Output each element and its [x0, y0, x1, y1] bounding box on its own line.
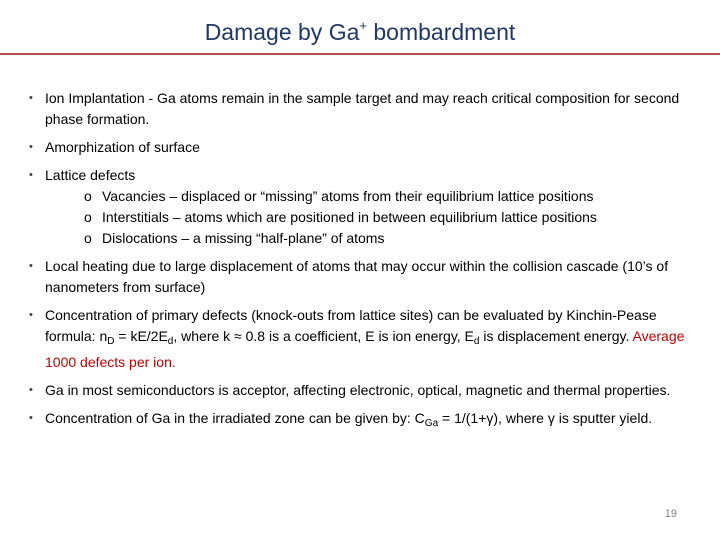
bullet-text: Concentration of Ga in the irradiated zone can be given by: C	[45, 410, 425, 426]
subscript: d	[473, 336, 480, 347]
sub-list	[45, 186, 694, 249]
title-text: Damage by Ga	[204, 19, 360, 45]
bullet-text: is displacement energy.	[479, 328, 633, 344]
bullet-local-heating	[26, 256, 694, 298]
bullet-icon: •	[29, 309, 33, 321]
bullet-ga-concentration	[26, 408, 694, 434]
bullet-ion-implantation	[26, 88, 694, 130]
title-divider	[0, 53, 720, 55]
sub-bullet-icon: o	[84, 230, 92, 246]
title-text-end: bombardment	[366, 19, 516, 45]
subscript: D	[107, 336, 115, 347]
sub-item-text: Dislocations – a missing “half-plane” of atoms	[102, 230, 385, 246]
sub-item-interstitials	[65, 207, 694, 228]
subscript: d	[167, 336, 174, 347]
sub-item-dislocations	[65, 228, 694, 249]
highlight-text: Average 1000 defects per ion.	[45, 328, 685, 370]
bullet-text: = 1/(1+γ), where γ is sputter yield.	[438, 410, 653, 426]
bullet-icon: •	[29, 141, 33, 153]
sub-bullet-icon: o	[84, 209, 92, 225]
bullet-icon: •	[29, 260, 33, 272]
sub-item-text: Interstitials – atoms which are positioned in between equilibrium lattice positions	[102, 209, 597, 225]
subscript: Ga	[424, 418, 439, 429]
bullet-icon: •	[29, 412, 33, 424]
bullet-text: Lattice defects	[45, 167, 136, 183]
bullet-text: Ion Implantation - Ga atoms remain in the sample target and may reach critical composition for second phase formation.	[45, 90, 680, 127]
bullet-list	[26, 88, 694, 441]
bullet-primary-defects	[26, 305, 694, 373]
bullet-lattice-defects	[26, 165, 694, 249]
bullet-text: Ga in most semiconductors is acceptor, affecting electronic, optical, magnetic and thermal properties.	[45, 382, 671, 398]
bullet-ga-acceptor	[26, 380, 694, 401]
bullet-text: , where k ≈ 0.8 is a coefficient, E is ion energy, E	[173, 328, 474, 344]
bullet-amorphization	[26, 137, 694, 158]
sub-item-text: Vacancies – displaced or “missing” atoms from their equilibrium lattice positions	[102, 188, 594, 204]
page-number: 19	[664, 508, 677, 520]
bullet-icon: •	[29, 92, 33, 104]
bullet-text: Amorphization of surface	[45, 139, 200, 155]
slide-title	[0, 18, 720, 46]
title-superscript: +	[359, 18, 367, 33]
bullet-text: = kE/2E	[114, 328, 168, 344]
bullet-icon: •	[29, 169, 33, 181]
sub-bullet-icon: o	[84, 188, 92, 204]
sub-item-vacancies	[65, 186, 694, 207]
bullet-icon: •	[29, 384, 33, 396]
bullet-text: Concentration of primary defects (knock-outs from lattice sites) can be evaluated by Kinchin-Pease formula: n	[45, 307, 657, 344]
bullet-text: Local heating due to large displacement of atoms that may occur within the collision cascade (10’s of nanometers from surface)	[45, 258, 669, 295]
